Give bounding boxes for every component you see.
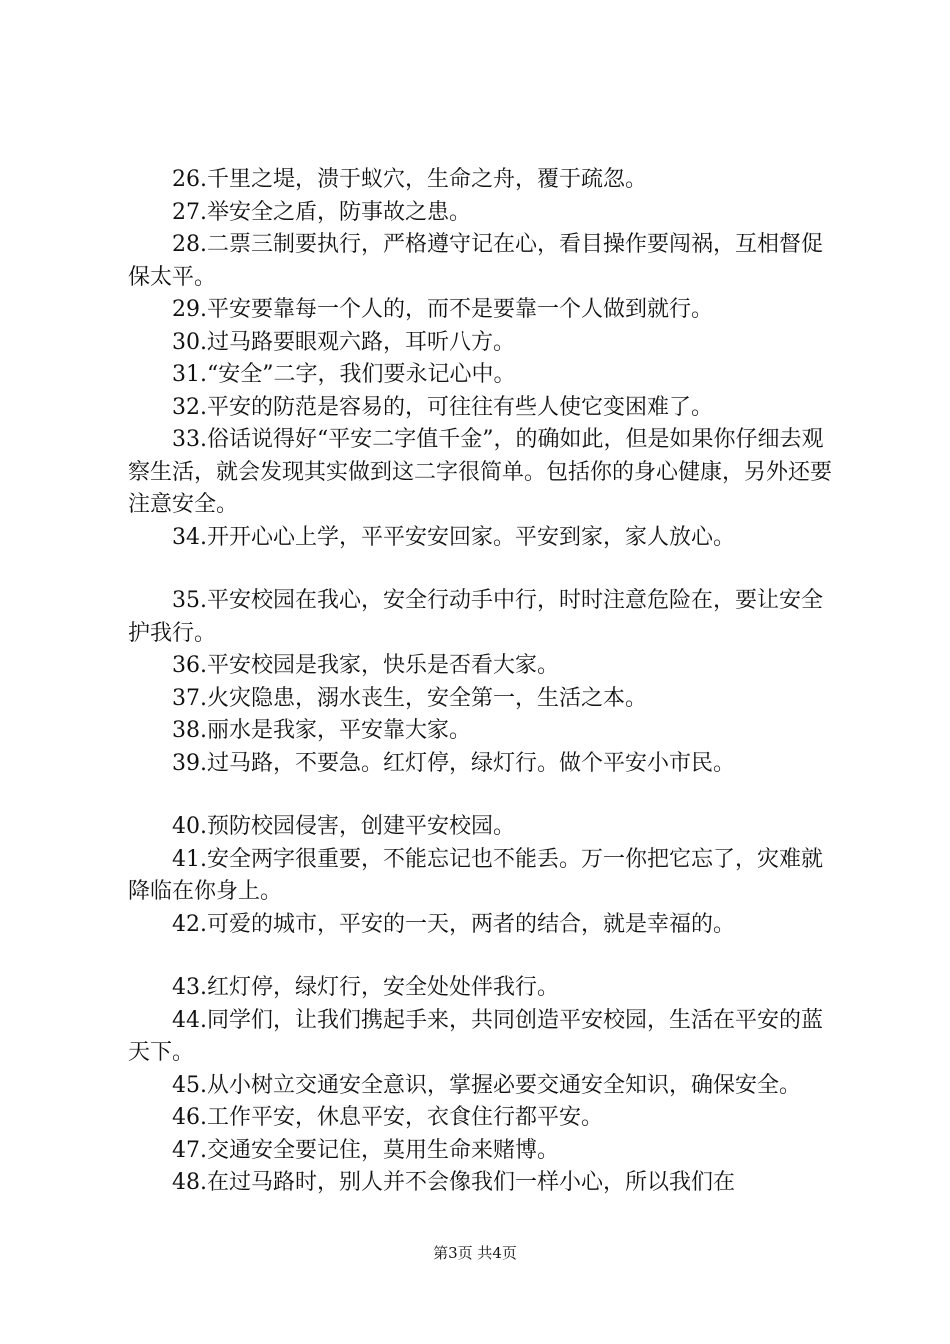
paragraph-43: 43.红灯停，绿灯行，安全处处伴我行。 bbox=[172, 975, 559, 1000]
paragraph-45: 45.从小树立交通安全意识，掌握必要交通安全知识，确保安全。 bbox=[172, 1072, 801, 1098]
document-body bbox=[128, 164, 842, 1200]
paragraph-26: 26.千里之堤，溃于蚁穴，生命之舟，覆于疏忽。 bbox=[172, 167, 647, 192]
paragraph-48: 48.在过马路时，别人并不会像我们一样小心，所以我们在 bbox=[172, 1170, 735, 1195]
paragraph-28: 28.二票三制要执行，严格遵守记在心，看目操作要闯祸，互相督促保太平。 bbox=[128, 232, 823, 290]
paragraph-35: 35.平安校园在我心，安全行动手中行，时时注意危险在，要让安全护我行。 bbox=[128, 588, 823, 646]
page-number-label: 第3页 共4页 bbox=[433, 1244, 517, 1262]
paragraph-37: 37.火灾隐患，溺水丧生，安全第一，生活之本。 bbox=[172, 685, 647, 711]
paragraph-33: 33.俗话说得好“平安二字值千金”，的确如此，但是如果你仔细去观察生活，就会发现其实做到这二字很简单。包括你的身心健康，另外还要注意安全。 bbox=[128, 427, 833, 517]
paragraph-41: 41.安全两字很重要，不能忘记也不能丢。万一你把它忘了，灾难就降临在你身上。 bbox=[128, 846, 823, 904]
paragraph-42: 42.可爱的城市，平安的一天，两者的结合，就是幸福的。 bbox=[172, 911, 735, 937]
paragraph-44: 44.同学们，让我们携起手来，共同创造平安校园，生活在平安的蓝天下。 bbox=[128, 1007, 823, 1065]
paragraph-38: 38.丽水是我家，平安靠大家。 bbox=[172, 718, 471, 743]
paragraph-32: 32.平安的防范是容易的，可往往有些人使它变困难了。 bbox=[172, 394, 713, 420]
paragraph-39: 39.过马路，不要急。红灯停，绿灯行。做个平安小市民。 bbox=[172, 750, 735, 776]
paragraph-34: 34.开开心心上学，平平安安回家。平安到家，家人放心。 bbox=[172, 524, 735, 550]
paragraph-30: 30.过马路要眼观六路，耳听八方。 bbox=[172, 329, 515, 355]
paragraph-27: 27.举安全之盾，防事故之患。 bbox=[172, 199, 471, 225]
paragraph-31: 31.“安全”二字，我们要永记心中。 bbox=[172, 362, 516, 387]
paragraph-29: 29.平安要靠每一个人的，而不是要靠一个人做到就行。 bbox=[172, 297, 713, 322]
paragraph-40: 40.预防校园侵害，创建平安校园。 bbox=[172, 814, 515, 839]
paragraph-46: 46.工作平安，休息平安，衣食住行都平安。 bbox=[172, 1105, 603, 1130]
paragraph-36: 36.平安校园是我家，快乐是否看大家。 bbox=[172, 653, 559, 678]
page-footer bbox=[0, 1243, 950, 1263]
paragraph-47: 47.交通安全要记住，莫用生命来赌博。 bbox=[172, 1137, 559, 1163]
